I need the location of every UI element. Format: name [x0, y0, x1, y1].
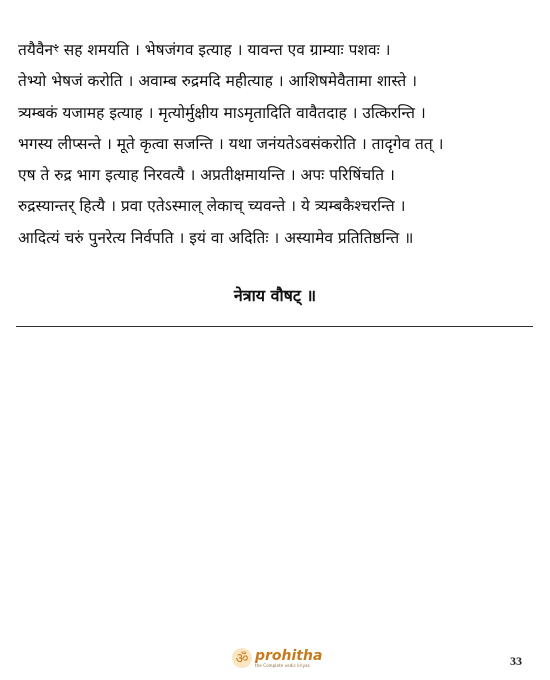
om-icon — [231, 647, 253, 669]
verse-line: त्र्यम्बकं यजामह इत्याह । मृत्योर्मुक्षीय माऽमृतादिति वावैतदाह । उत्किरन्ति । — [18, 103, 426, 122]
page-number: 33 — [510, 654, 522, 668]
verse-line: रुद्रस्यान्तर् हित्यै । प्रवा एतेऽस्माल् लेकाच् च्यवन्ते । ये त्र्यम्बकैश्चरन्ति । — [18, 197, 406, 216]
verse-line: भगस्य लीप्सन्ते । मूते कृत्वा सजन्ति । यथा जनंयतेऽवसंकरोति । तादृगेव तत् । — [18, 134, 444, 153]
footer-logo — [231, 647, 322, 669]
verse-line: एष ते रुद्र भाग इत्याह निरवत्यै । अप्रतीक्षमायन्ति । अपः परिषिंचति । — [18, 166, 395, 185]
verse-block — [18, 35, 533, 254]
verse-line: तयैवैनꣳ सह शमयति । भेषजंगव इत्याह । यावन्त एव ग्राम्याः पशवः । — [18, 41, 391, 59]
logo-wordmark — [255, 649, 322, 668]
logo-name: prohitha — [255, 647, 323, 664]
svg-text:ॐ: ॐ — [235, 651, 249, 667]
logo-tagline: the Complete vedic kriyas — [255, 662, 310, 668]
closing-mantra: नेत्राय वौषट् ॥ — [233, 286, 317, 305]
section-divider — [16, 326, 533, 327]
verse-line: आदित्यं चरुं पुनरेत्य निर्वपति । इयं वा अदितिः । अस्यामेव प्रतितिष्ठन्ति ॥ — [18, 228, 414, 247]
verse-line: तेभ्यो भेषजं करोति । अवाम्ब रुद्रमदि महीत्याह । आशिषमेवैतामा शास्ते । — [18, 72, 418, 91]
